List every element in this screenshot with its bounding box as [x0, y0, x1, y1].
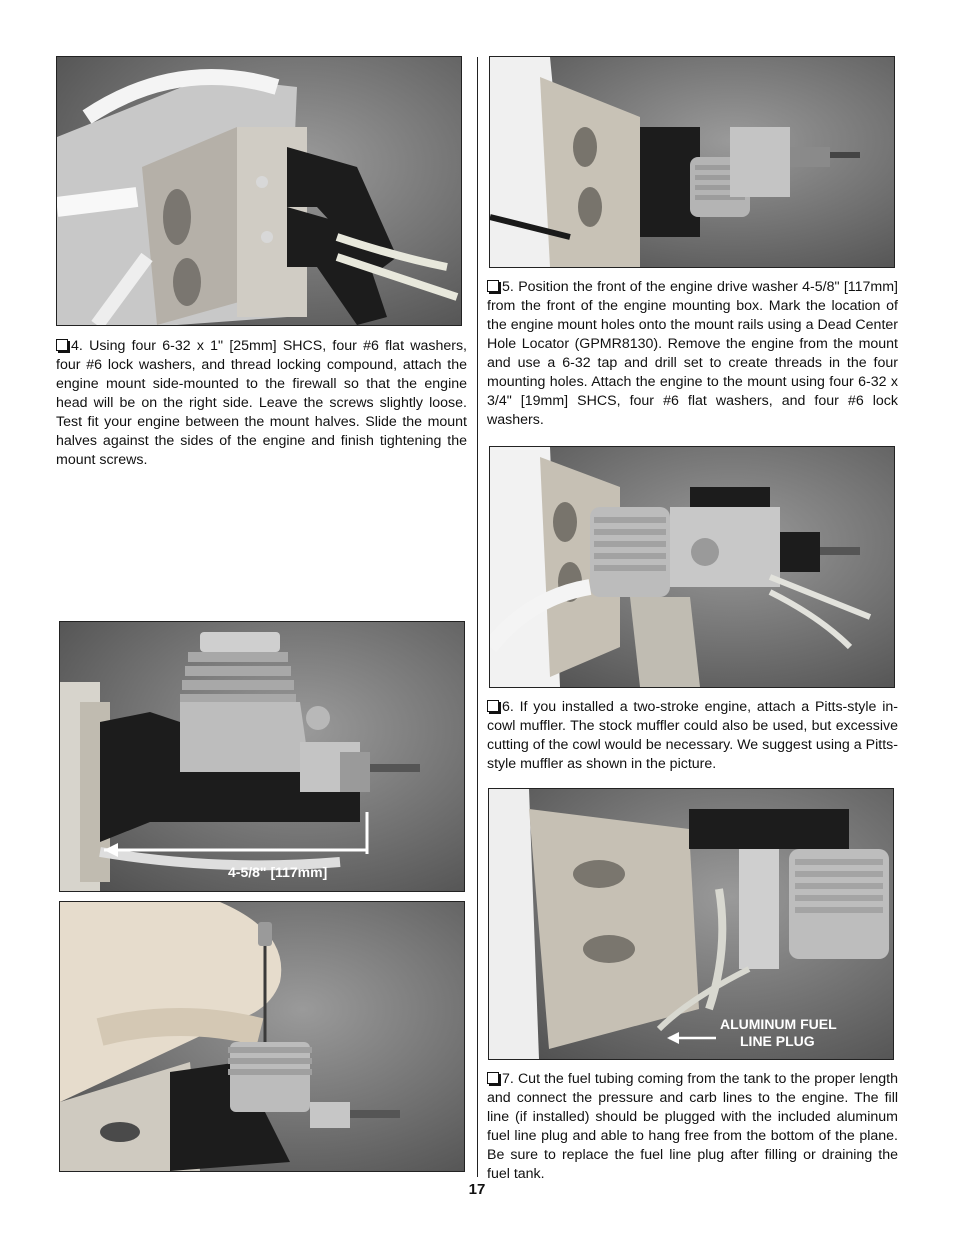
engine-mount-firewall-photo	[56, 56, 462, 326]
tap-illustration	[60, 902, 464, 1171]
muffler-photo	[489, 446, 895, 688]
step-7-body: Cut the fuel tubing coming from the tank to the proper length and connect the pressure and carb lines to the engine. The fill line (if installed) should be plugged with the included aluminum fuel line plug and able to hang free from the bottom of the plane. Be sure to replace the fuel line plug after filling or draining the fuel tank.	[487, 1071, 899, 1182]
step-6-text	[487, 698, 898, 774]
step-5-body: Position the front of the engine drive washer 4-5/8" [117mm] from the front of the engine mounting box. Mark the location of the engine mount holes onto the mount rails using a Dead Center Hole Locator (GPMR8130). Remove the engine from the mount and use a 6-32 tap and drill set to create threads in the four mounting holes. Attach the engine to the mount using four 6-32 x 3/4" [19mm] SHCS, four #6 flat washers, and four #6 lock washers.	[487, 279, 898, 428]
plug-label-line2: LINE PLUG	[740, 1033, 815, 1049]
fuel-line-illustration	[489, 789, 893, 1059]
step-6-checkbox[interactable]	[487, 700, 499, 712]
step-4-number: 4.	[71, 338, 83, 354]
measurement-label: 4-5/8" [117mm]	[228, 864, 328, 880]
muffler-illustration	[490, 447, 894, 687]
step-5-text	[487, 278, 898, 430]
fuel-line-plug-photo	[488, 788, 894, 1060]
step-4-text	[56, 337, 467, 470]
mount-illustration	[57, 57, 461, 325]
step-6-number: 6.	[502, 699, 514, 715]
engine-installed-illustration	[490, 57, 894, 267]
step-7-checkbox[interactable]	[487, 1072, 499, 1084]
step-7-text	[487, 1070, 898, 1184]
step-4-checkbox[interactable]	[56, 339, 68, 351]
step-5-checkbox[interactable]	[487, 280, 499, 292]
column-divider	[477, 57, 478, 1177]
engine-installed-photo	[489, 56, 895, 268]
page-number: 17	[468, 1181, 486, 1198]
engine-measurement-photo	[59, 621, 465, 892]
measurement-illustration	[60, 622, 464, 891]
step-7-number: 7.	[502, 1071, 514, 1087]
plug-label-line1: ALUMINUM FUEL	[720, 1016, 837, 1032]
tap-drill-photo	[59, 901, 465, 1172]
step-6-body: If you installed a two-stroke engine, attach a Pitts-style in-cowl muffler. The stock muffler could also be used, but excessive cutting of the cowl would be necessary. We suggest using a Pitts-style muffler as shown in the picture.	[487, 699, 898, 772]
step-4-body: Using four 6-32 x 1" [25mm] SHCS, four #6 flat washers, four #6 lock washers, and thread locking compound, attach the engine mount side-mounted to the firewall so that the engine head will be on the right side. Leave the screws slightly loose. Test fit your engine between the mount halves. Slide the mount halves against the sides of the engine and finish tightening the mount screws.	[56, 338, 467, 468]
step-5-number: 5.	[502, 279, 514, 295]
